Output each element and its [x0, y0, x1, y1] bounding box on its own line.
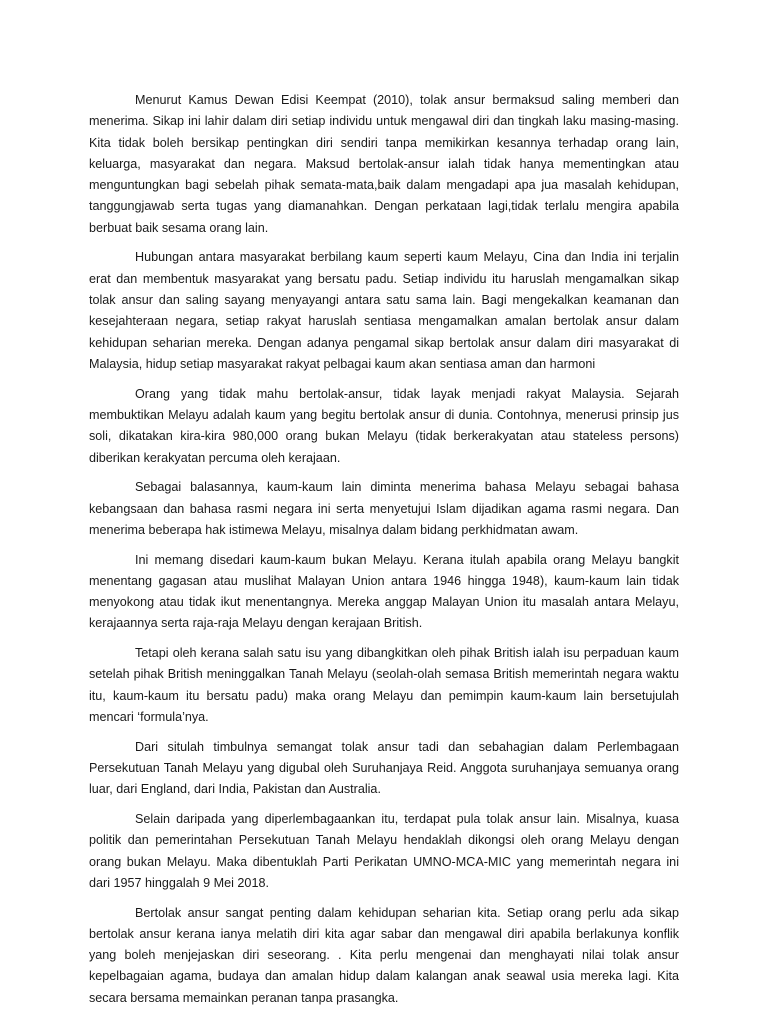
paragraph-2: Hubungan antara masyarakat berbilang kaum seperti kaum Melayu, Cina dan India ini terjalin erat dan membentuk masyarakat yang bersatu padu. Setiap individu itu haruslah mengamalkan sikap tolak ansur dan saling sayang menyayangi antara satu sama lain. Bagi mengekalkan keamanan dan kesejahteraan negara, setiap rakyat haruslah sentiasa mengamalkan amalan bertolak ansur dalam kehidupan seharian mereka. Dengan adanya pengamal sikap bertolak ansur dalam diri masyarakat di Malaysia, hidup setiap masyarakat rakyat pelbagai kaum akan sentiasa aman dan harmoni: [89, 250, 679, 371]
paragraph-4: Sebagai balasannya, kaum-kaum lain diminta menerima bahasa Melayu sebagai bahasa kebangsaan dan bahasa rasmi negara ini serta menyetujui Islam dijadikan agama rasmi negara. Dan menerima beberapa hak istimewa Melayu, misalnya dalam bidang perkhidmatan awam.: [89, 480, 679, 537]
paragraph-8: Selain daripada yang diperlembagaankan itu, terdapat pula tolak ansur lain. Misalnya, kuasa politik dan pemerintahan Persekutuan Tanah Melayu hendaklah dikongsi oleh orang Melayu dengan orang bukan Melayu. Maka dibentuklah Parti Perikatan UMNO-MCA-MIC yang memerintah negara ini dari 1957 hinggalah 9 Mei 2018.: [89, 811, 679, 890]
paragraph-3: Orang yang tidak mahu bertolak-ansur, tidak layak menjadi rakyat Malaysia. Sejarah membuktikan Melayu adalah kaum yang begitu bertolak ansur di dunia. Contohnya, menerusi prinsip jus soli, dikatakan kira-kira 980,000 orang bukan Melayu (tidak berkerakyatan atau stateless persons) diberikan kerakyatan percuma oleh kerajaan.: [89, 386, 679, 465]
paragraph-5: Ini memang disedari kaum-kaum bukan Melayu. Kerana itulah apabila orang Melayu bangkit menentang gagasan atau muslihat Malayan Union antara 1946 hingga 1948), kaum-kaum lain tidak menyokong atau tidak ikut menentangnya. Mereka anggap Malayan Union itu masalah antara Melayu, kerajaannya serta raja-raja Melayu dengan kerajaan British.: [89, 552, 679, 631]
paragraph-6: Tetapi oleh kerana salah satu isu yang dibangkitkan oleh pihak British ialah isu perpaduan kaum setelah pihak British meninggalkan Tanah Melayu (seolah-olah semasa British memerintah negara waktu itu, kaum-kaum itu bersatu padu) maka orang Melayu dan pemimpin kaum-kaum lain bersetujulah mencari ‘formula’nya.: [89, 646, 679, 724]
paragraph-1: Menurut Kamus Dewan Edisi Keempat (2010), tolak ansur bermaksud saling memberi dan menerima. Sikap ini lahir dalam diri setiap individu untuk mengawal diri dan tingkah laku masing-masing. Kita tidak boleh bersikap pentingkan diri sendiri tanpa memikirkan kesannya terhadap orang lain, keluarga, masyarakat dan negara. Maksud bertolak-ansur ialah tidak hanya mementingkan atau menguntungkan bagi sebelah pihak semata-mata,baik dalam mengadapi apa jua masalah kehidupan, tanggungjawab serta tugas yang diamanahkan. Dengan perkataan lagi,tidak terlalu mengira apabila berbuat baik sesama orang lain.: [89, 93, 679, 235]
paragraph-9: Bertolak ansur sangat penting dalam kehidupan seharian kita. Setiap orang perlu ada sikap bertolak ansur kerana ianya melatih diri kita agar sabar dan mengawal diri apabila berlakunya konflik yang boleh menjejaskan diri seseorang. . Kita perlu mengenai dan menghayati nilai tolak ansur kepelbagaian agama, budaya dan amalan hidup dalam kalangan anak seawal usia mereka lagi. Kita secara bersama memainkan peranan tanpa prasangka.: [89, 905, 679, 1005]
paragraph-7: Dari situlah timbulnya semangat tolak ansur tadi dan sebahagian dalam Perlembagaan Persekutuan Tanah Melayu yang digubal oleh Suruhanjaya Reid. Anggota suruhanjaya semuanya orang luar, dari England, dari India, Pakistan dan Australia.: [89, 739, 679, 797]
document-page: [89, 90, 679, 1017]
